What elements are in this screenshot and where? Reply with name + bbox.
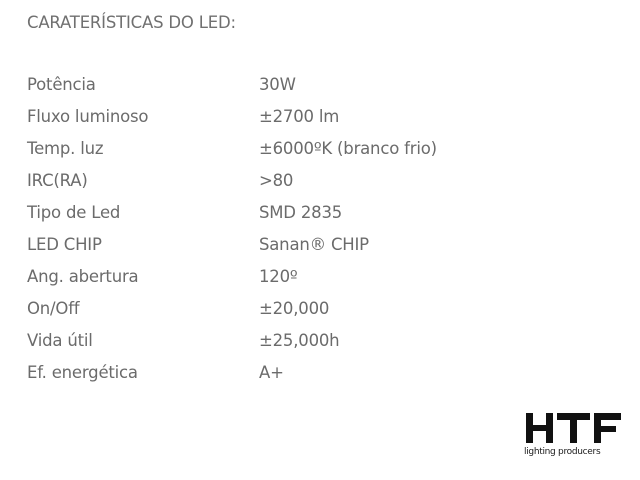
spec-row-on-off <box>27 292 587 324</box>
spec-row-irc <box>27 164 587 196</box>
spec-label: IRC(RA) <box>27 170 88 190</box>
spec-label: Ef. energética <box>27 362 138 382</box>
htf-wordmark-icon <box>524 410 624 446</box>
spec-value: 120º <box>259 266 298 286</box>
spec-label: Fluxo luminoso <box>27 106 149 126</box>
spec-value: ±20,000 <box>259 298 330 318</box>
spec-value: >80 <box>259 170 294 190</box>
spec-label: Temp. luz <box>27 138 104 158</box>
spec-row-tipo-de-led <box>27 196 587 228</box>
spec-row-led-chip <box>27 228 587 260</box>
spec-label: Vida útil <box>27 330 93 350</box>
logo-tagline: lighting producers <box>524 447 601 457</box>
spec-value: 30W <box>259 74 296 94</box>
spec-row-vida-util <box>27 324 587 356</box>
spec-row-fluxo-luminoso <box>27 100 587 132</box>
spec-label: Potência <box>27 74 96 94</box>
spec-row-ef-energetica <box>27 356 587 388</box>
spec-row-temp-luz <box>27 132 587 164</box>
section-title: CARATERÍSTICAS DO LED: <box>27 13 236 32</box>
spec-value: Sanan® CHIP <box>259 234 369 254</box>
spec-label: Ang. abertura <box>27 266 139 286</box>
spec-value: ±6000ºK (branco frio) <box>259 138 437 158</box>
spec-value: ±25,000h <box>259 330 340 350</box>
spec-value: SMD 2835 <box>259 202 343 222</box>
spec-value: ±2700 lm <box>259 106 340 126</box>
spec-table <box>27 68 587 388</box>
spec-value: A+ <box>259 362 284 382</box>
spec-label: LED CHIP <box>27 234 102 254</box>
spec-label: On/Off <box>27 298 80 318</box>
htf-logo <box>524 410 624 462</box>
spec-label: Tipo de Led <box>27 202 121 222</box>
spec-row-potencia <box>27 68 587 100</box>
spec-row-ang-abertura <box>27 260 587 292</box>
